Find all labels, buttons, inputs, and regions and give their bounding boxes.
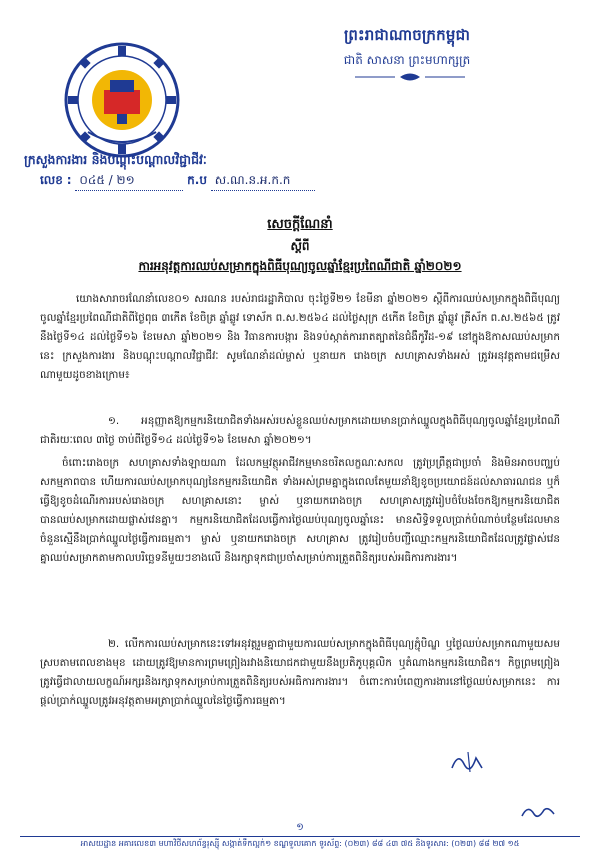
initial-mark-icon [448,750,488,774]
paragraph-option-1: ១. អនុញ្ញាតឱ្យកម្មករនិយោជិតទាំងអស់របស់ខ្លួនឈប់សម្រាកដោយមានប្រាក់ឈ្នួលក្នុងពិធីបុណ្យចូលឆ្នាំខ្មែរប្រពៃណីជាតិរយៈពេល ៣ថ្ងៃ ចាប់ពីថ្ងៃទី១៤ ដល់ថ្ងៃទី១៦ ខែមេសា ឆ្នាំ២០២១។ [40,415,560,446]
document-number-row [40,172,315,191]
ref-value: ស.ណ.ន.អ.ក.ក [211,172,315,191]
footer-divider [20,836,580,837]
footer-address: អាសយដ្ឋាន អគារលេខ៣ មហាវិថីសហព័ន្ធរុស្ស៊ី សង្កាត់ទឹកល្អក់១ ខណ្ឌទួលគោក ទូរស័ព្ទ: (០២៣) ៨៨ ៤៣ ៧៥ និងទូរសារ: (០២៣) ៨៨ ២៧ ១៥ [80,839,520,848]
number-colon: : [66,173,72,187]
paragraph-option-1-detail: ចំពោះរោងចក្រ សហគ្រាសទាំងឡាយណា ដែលកម្មវត្ថុអាជីវកម្មមានចរិតលក្ខណៈសកល ត្រូវប្រព្រឹត្តជាប្រចាំ និងមិនអាចបញ្ឈប់សកម្មភាពបាន ហើយការឈប់សម្រាកបុណ្យនៃកម្មករនិយោជិត ទាំងអស់ព្រមគ្នាក្នុងពេលតែមួយនាំឱ្យខូចប្រយោជន៍ដល់សាធារណជន ឬក៏ធ្វើឱ្យខូចដំណើរការរបស់រោងចក្រ សហគ្រាសនោះ ម្ចាស់ ឬនាយករោងចក្រ សហគ្រាសត្រូវរៀបចំបែងចែកឱ្យកម្មករនិយោជិតបានឈប់សម្រាកដោយផ្លាស់វេនគ្នា។ កម្មករនិយោជិតដែលធ្វើការថ្ងៃឈប់បុណ្យចូលឆ្នាំនេះ មានសិទ្ធិទទួលប្រាក់បំណាច់បន្ថែមដែលមានចំនួនស្មើនឹងប្រាក់ឈ្នួលថ្ងៃធ្វើការធម្មតា។ ម្ចាស់ ឬនាយករោងចក្រ សហគ្រាស ត្រូវរៀបចំបញ្ជីឈ្មោះកម្មករនិយោជិតដែលត្រូវផ្លាស់វេនគ្នាឈប់សម្រាកតាមកាលបរិច្ឆេទនីមួយៗខាងលើ និងរក្សាទុកជាប្រចាំសម្រាប់ការត្រួតពិនិត្យរបស់អធិការការងារ។ [40,457,560,564]
number-label: លេខ [40,173,63,187]
ministry-name: ក្រសួងការងារ និងបណ្តុះបណ្តាលវិជ្ជាជីវៈ [24,152,207,167]
paragraph-option-2: ២. លើកការឈប់សម្រាកនេះទៅអនុវត្តរួមគ្នាជាមួយការឈប់សម្រាកក្នុងពិធីបុណ្យភ្ជុំបិណ្ឌ ឬថ្ងៃឈប់សម្រាកណាមួយសមស្របតាមពេលខាងមុខ ដោយត្រូវឱ្យមានការព្រមព្រៀងរវាងនិយោជកជាមួយនឹងប្រតិភូបុគ្គលិក ឬតំណាងកម្មករនិយោជិត។ កិច្ចព្រមព្រៀងត្រូវធ្វើជាលាយលក្ខណ៍អក្សរនិងរក្សាទុកសម្រាប់ការត្រួតពិនិត្យរបស់អធិការការងារ។ ចំពោះការបំពេញការងារនៅថ្ងៃឈប់សម្រាកនេះ ការផ្តល់ប្រាក់ឈ្នួលត្រូវអនុវត្តតាមអត្រាប្រាក់ឈ្នួលនៃថ្ងៃធ្វើការធម្មតា។ [40,638,560,707]
ref-label: ក.ប [187,173,207,187]
paragraph-intro: យោងសារាចរណែនាំលេខ០១ សរណន របស់រាជរដ្ឋាភិបាល ចុះថ្ងៃទី២១ ខែមីនា ឆ្នាំ២០២១ ស្តីពីការឈប់សម្រាកក្នុងពិធីបុណ្យចូលឆ្នាំខ្មែរប្រពៃណីជាតិពីថ្ងៃពុធ ៣កើត ខែចិត្រ ឆ្នាំឆ្លូវ ទោស័ក ព.ស.២៥៦៤ ដល់ថ្ងៃសុក្រ ៥កើត ខែចិត្រ ឆ្នាំឆ្លូវ ត្រីស័ក ព.ស.២៥៦៥ ត្រូវនឹងថ្ងៃទី១៤ ដល់ថ្ងៃទី១៦ ខែមេសា ឆ្នាំ២០២១ និង វិធានការបង្ការ និងទប់ស្កាត់ការរាតត្បាតនៃជំងឺកូវីដ-១៩ នៅក្នុងឱកាសឈប់សម្រាកនេះ ក្រសួងការងារ និងបណ្តុះបណ្តាលវិជ្ជាជីវៈ សូមណែនាំដល់ម្ចាស់ ឬនាយក រោងចក្រ សហគ្រាសទាំងអស់ ត្រូវអនុវត្តតាមជម្រើសណាមួយដូចខាងក្រោម៖ [40,293,560,381]
number-value: ០៤៥ / ២១ [75,172,183,191]
document-title: សេចក្តីណែនាំ [267,217,333,232]
number-year: ២១ [116,173,135,187]
document-title-about: ស្តីពី [290,239,310,253]
ornament-divider-icon [355,72,465,82]
signature-initial-icon [520,802,556,822]
page-number: ១ [296,822,304,833]
document-subject: ការអនុវត្តការឈប់សម្រាកក្នុងពិធីបុណ្យចូលឆ្នាំខ្មែរប្រពៃណីជាតិ ឆ្នាំ២០២១ [138,259,462,273]
ministry-seal-icon [62,40,182,160]
national-motto: ជាតិ សាសនា ព្រះមហាក្សត្រ [343,53,471,67]
kingdom-heading: ព្រះរាជាណាចក្រកម្ពុជា [343,26,471,44]
